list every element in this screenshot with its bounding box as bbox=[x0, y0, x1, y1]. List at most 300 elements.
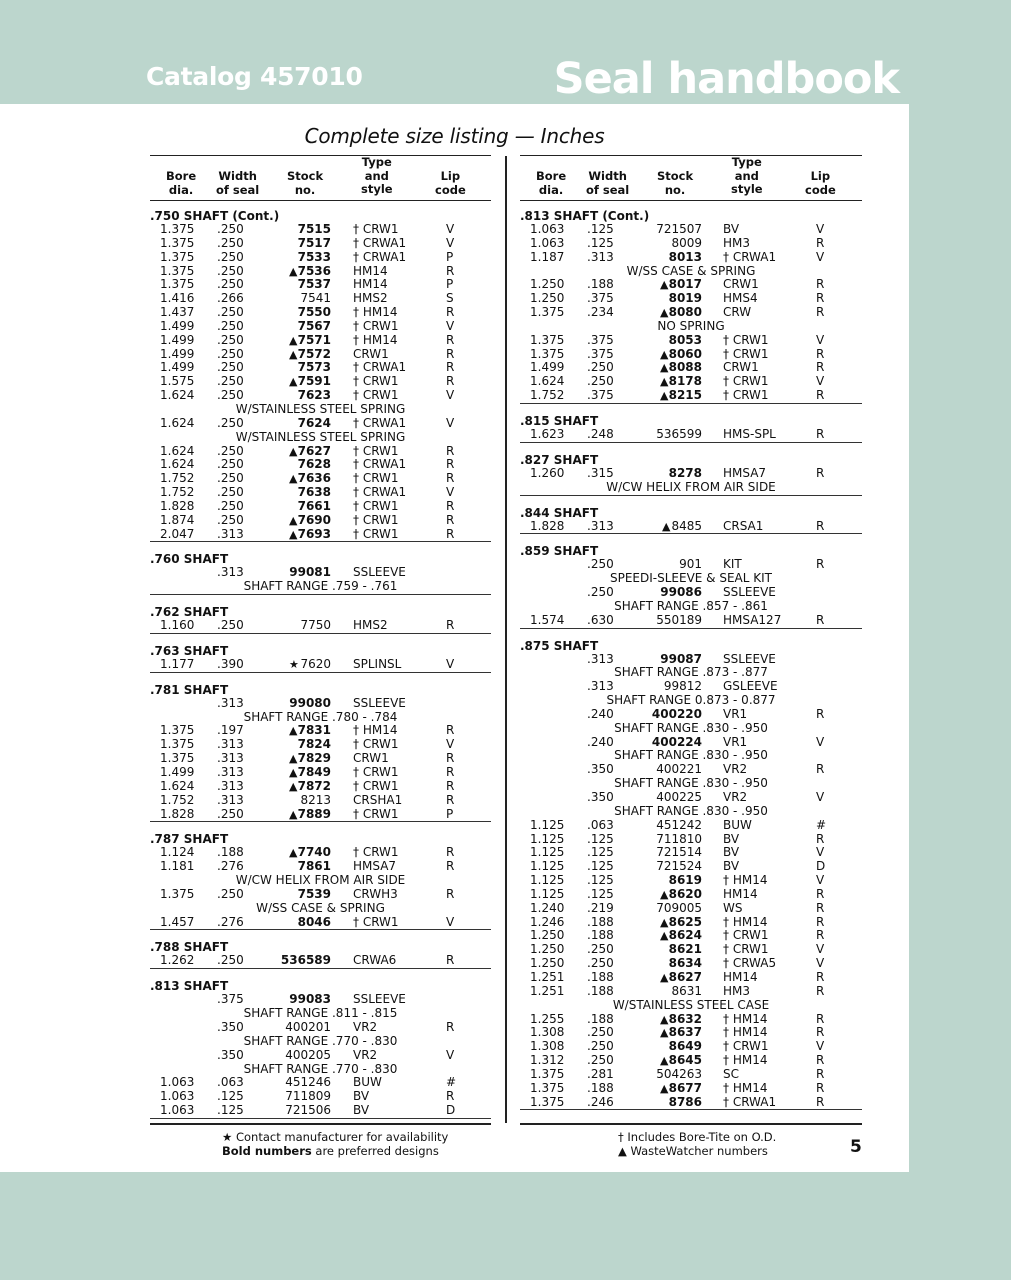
bore-cell: 1.375 bbox=[530, 346, 565, 361]
stock-cell: 7829 bbox=[297, 751, 331, 766]
type-cell: HMS-SPL bbox=[723, 426, 776, 441]
type-cell: BV bbox=[723, 831, 740, 846]
type-cell: CRW1 bbox=[353, 346, 389, 361]
bore-cell: 1.250 bbox=[530, 277, 565, 292]
width-cell: .250 bbox=[217, 806, 244, 821]
table-row bbox=[150, 794, 491, 808]
type-cell: SSLEEVE bbox=[723, 651, 776, 666]
width-cell: .219 bbox=[587, 900, 614, 915]
table-row bbox=[150, 334, 491, 348]
width-cell: .188 bbox=[217, 845, 244, 860]
bore-cell: 1.752 bbox=[160, 471, 195, 486]
bore-cell: 1.574 bbox=[530, 612, 565, 627]
width-cell: .250 bbox=[217, 953, 244, 968]
footnote-contact: ★ Contact manufacturer for availability bbox=[222, 1130, 449, 1144]
width-cell: .188 bbox=[587, 928, 614, 943]
ww-marker: ▲ bbox=[289, 347, 298, 361]
row-note: W/STAINLESS STEEL SPRING bbox=[235, 401, 406, 416]
column-divider bbox=[505, 156, 507, 1123]
type-cell: † CRW1 bbox=[723, 346, 769, 361]
row-note: SHAFT RANGE .830 - .950 bbox=[614, 720, 768, 735]
ww-marker: ▲ bbox=[660, 278, 669, 292]
type-cell: † CRW1 bbox=[723, 942, 769, 957]
width-cell: .188 bbox=[587, 277, 614, 292]
lip-cell: R bbox=[446, 618, 455, 633]
stock-cell: 7533 bbox=[297, 249, 331, 264]
type-cell: † CRW1 bbox=[353, 765, 399, 779]
width-cell: .250 bbox=[217, 498, 244, 513]
ww-marker: ▲ bbox=[660, 915, 669, 929]
row-note: SHAFT RANGE .770 - .830 bbox=[243, 1033, 398, 1048]
table-row bbox=[520, 1013, 862, 1027]
table-row bbox=[150, 223, 491, 237]
lip-cell: R bbox=[446, 778, 455, 793]
type-cell: SSLEEVE bbox=[723, 585, 776, 600]
bore-cell: 1.624 bbox=[160, 443, 195, 458]
table-row bbox=[150, 528, 491, 542]
left-column bbox=[150, 155, 491, 1129]
width-cell: .250 bbox=[217, 388, 244, 403]
table-row bbox=[150, 500, 491, 514]
table-row bbox=[150, 445, 491, 459]
row-note: W/CW HELIX FROM AIR SIDE bbox=[606, 479, 776, 494]
stock-cell: 400224 bbox=[651, 734, 702, 749]
table-row bbox=[520, 860, 862, 874]
row-note: SHAFT RANGE .830 - .950 bbox=[614, 803, 768, 818]
bore-cell: 1.375 bbox=[530, 305, 565, 320]
bore-cell: 1.437 bbox=[160, 305, 195, 320]
bore-cell: 1.177 bbox=[160, 656, 195, 671]
width-cell: .188 bbox=[587, 914, 614, 929]
table-row bbox=[150, 278, 491, 292]
bore-cell: 1.125 bbox=[530, 886, 565, 901]
stock-cell: 8278 bbox=[668, 465, 702, 480]
width-cell: .250 bbox=[587, 1025, 614, 1040]
table-row bbox=[520, 957, 862, 971]
type-cell: † CRW1 bbox=[353, 443, 399, 458]
lip-cell: R bbox=[816, 886, 825, 901]
bore-cell: 1.624 bbox=[160, 388, 195, 403]
bore-cell: 1.308 bbox=[530, 1039, 565, 1054]
stock-cell: 8009 bbox=[671, 235, 702, 250]
stock-cell: 400221 bbox=[656, 762, 702, 777]
stock-cell: 711809 bbox=[285, 1089, 331, 1104]
table-row bbox=[520, 736, 862, 750]
bore-cell: 1.251 bbox=[530, 969, 565, 984]
column-header bbox=[520, 155, 862, 201]
bore-cell: 1.752 bbox=[160, 485, 195, 500]
stock-cell: 7690 bbox=[297, 512, 331, 527]
stock-cell: 8178 bbox=[668, 374, 702, 389]
width-cell: .125 bbox=[587, 886, 614, 901]
width-cell: .313 bbox=[217, 565, 244, 580]
bore-cell: 1.375 bbox=[160, 222, 195, 236]
section-title: .762 SHAFT bbox=[150, 605, 229, 620]
stock-cell: 8485 bbox=[671, 518, 702, 533]
width-cell: .188 bbox=[587, 1080, 614, 1095]
table-row bbox=[520, 763, 862, 777]
lip-cell: R bbox=[446, 723, 455, 738]
shaft-section bbox=[520, 639, 862, 1111]
type-cell: † CRW1 bbox=[353, 498, 399, 513]
type-cell: CRWA6 bbox=[353, 953, 397, 968]
width-cell: .313 bbox=[217, 526, 244, 541]
stock-cell: 8634 bbox=[668, 956, 702, 971]
stock-cell: 8645 bbox=[668, 1053, 702, 1068]
col-bore: Bore dia. bbox=[166, 169, 197, 197]
lip-cell: R bbox=[816, 1011, 825, 1026]
type-cell: HM3 bbox=[723, 983, 751, 998]
lip-cell: V bbox=[816, 1039, 825, 1054]
table-row bbox=[150, 566, 491, 580]
stock-cell: 7572 bbox=[297, 346, 331, 361]
bore-cell: 1.375 bbox=[530, 1094, 565, 1109]
lip-cell: R bbox=[816, 612, 825, 627]
bore-cell: 1.624 bbox=[160, 415, 195, 430]
type-cell: † CRW1 bbox=[353, 778, 399, 793]
stock-cell: 451246 bbox=[285, 1075, 331, 1090]
lip-cell: R bbox=[446, 332, 455, 347]
stock-cell: 8631 bbox=[671, 983, 702, 998]
stock-cell: 8620 bbox=[668, 886, 702, 901]
bore-cell: 1.499 bbox=[160, 360, 195, 375]
width-cell: .250 bbox=[217, 360, 244, 375]
width-cell: .250 bbox=[587, 942, 614, 957]
bottom-rule bbox=[520, 1123, 862, 1125]
type-cell: † HM14 bbox=[353, 723, 398, 738]
width-cell: .250 bbox=[217, 263, 244, 278]
stock-cell: 8621 bbox=[668, 942, 702, 957]
bore-cell: 1.375 bbox=[530, 1080, 565, 1095]
type-cell: HMSA7 bbox=[353, 859, 397, 874]
section-title: .859 SHAFT bbox=[520, 544, 599, 559]
table-row bbox=[520, 428, 862, 442]
table-row bbox=[150, 752, 491, 766]
table-row bbox=[150, 361, 491, 375]
lip-cell: S bbox=[446, 291, 454, 306]
stock-cell: 8053 bbox=[668, 332, 702, 347]
bore-cell: 1.308 bbox=[530, 1025, 565, 1040]
width-cell: .125 bbox=[217, 1089, 244, 1104]
stock-cell: 7861 bbox=[297, 859, 331, 874]
lip-cell: R bbox=[816, 900, 825, 915]
type-cell: † HM14 bbox=[723, 1025, 768, 1040]
stock-cell: 7567 bbox=[297, 318, 331, 333]
stock-cell: 8786 bbox=[668, 1094, 702, 1109]
bore-cell: 1.624 bbox=[530, 374, 565, 389]
stock-cell: 8019 bbox=[668, 291, 702, 306]
table-row bbox=[150, 888, 491, 902]
type-cell: † HM14 bbox=[723, 873, 768, 888]
lip-cell: R bbox=[816, 1080, 825, 1095]
type-cell: WS bbox=[723, 900, 743, 915]
ww-marker: ▲ bbox=[289, 444, 298, 458]
lip-cell: V bbox=[446, 737, 455, 752]
table-row bbox=[520, 1040, 862, 1054]
bore-cell: 1.063 bbox=[160, 1075, 195, 1090]
table-row bbox=[520, 708, 862, 722]
lip-cell: V bbox=[446, 656, 455, 671]
type-cell: VR1 bbox=[723, 706, 748, 721]
table-row bbox=[150, 724, 491, 738]
lip-cell: R bbox=[446, 886, 455, 901]
bore-cell: 1.828 bbox=[160, 806, 195, 821]
type-cell: BUW bbox=[353, 1075, 382, 1090]
table-row bbox=[150, 265, 491, 279]
ww-marker: ▲ bbox=[660, 970, 669, 984]
type-cell: CRWH3 bbox=[353, 886, 398, 901]
lip-cell: V bbox=[816, 222, 825, 236]
lip-cell: V bbox=[446, 235, 455, 250]
stock-cell: 7539 bbox=[297, 886, 331, 901]
bore-cell: 1.874 bbox=[160, 512, 195, 527]
lip-cell: R bbox=[446, 859, 455, 874]
stock-cell: 7636 bbox=[297, 471, 331, 486]
lip-cell: R bbox=[816, 762, 825, 777]
row-note: SHAFT RANGE .759 - .761 bbox=[243, 579, 398, 594]
lip-cell: V bbox=[446, 222, 455, 236]
stock-cell: 8213 bbox=[300, 792, 331, 807]
stock-cell: 8637 bbox=[668, 1025, 702, 1040]
section-title: .763 SHAFT bbox=[150, 643, 229, 658]
bore-cell: 1.063 bbox=[530, 222, 565, 236]
row-note: W/SS CASE & SPRING bbox=[626, 263, 756, 278]
stock-cell: 8649 bbox=[668, 1039, 702, 1054]
table-row bbox=[520, 292, 862, 306]
bore-cell: 1.416 bbox=[160, 291, 195, 306]
row-note: SHAFT RANGE .830 - .950 bbox=[614, 748, 768, 763]
width-cell: .250 bbox=[217, 471, 244, 486]
type-cell: HM14 bbox=[723, 886, 758, 901]
width-cell: .250 bbox=[587, 1039, 614, 1054]
bore-cell: 1.624 bbox=[160, 457, 195, 472]
stock-cell: 8627 bbox=[668, 969, 702, 984]
table-row bbox=[150, 780, 491, 794]
lip-cell: V bbox=[446, 388, 455, 403]
width-cell: .375 bbox=[587, 291, 614, 306]
stock-cell: 7571 bbox=[297, 332, 331, 347]
bore-cell: 2.047 bbox=[160, 526, 195, 541]
type-cell: † CRWA1 bbox=[353, 235, 407, 250]
stock-cell: 7515 bbox=[297, 222, 331, 236]
stock-cell: 99083 bbox=[289, 992, 331, 1007]
stock-cell: 7872 bbox=[297, 778, 331, 793]
lip-cell: R bbox=[446, 845, 455, 860]
ww-marker: ▲ bbox=[289, 807, 298, 821]
lip-cell: R bbox=[446, 792, 455, 807]
table-row bbox=[150, 514, 491, 528]
type-cell: † HM14 bbox=[723, 1011, 768, 1026]
width-cell: .197 bbox=[217, 723, 244, 738]
lip-cell: R bbox=[816, 1053, 825, 1068]
ww-marker: ▲ bbox=[289, 472, 298, 486]
type-cell: CRW1 bbox=[723, 277, 759, 292]
type-cell: SPLINSL bbox=[353, 656, 402, 671]
bore-cell: 1.063 bbox=[160, 1103, 195, 1118]
table-row bbox=[150, 472, 491, 486]
page-title: Complete size listing — Inches bbox=[304, 124, 605, 148]
type-cell: CRW1 bbox=[353, 751, 389, 766]
shaft-section bbox=[150, 832, 491, 930]
ww-marker: ▲ bbox=[660, 389, 669, 403]
type-cell: † CRW1 bbox=[723, 1039, 769, 1054]
table-row bbox=[520, 916, 862, 930]
row-note: SHAFT RANGE .770 - .830 bbox=[243, 1061, 398, 1076]
width-cell: .313 bbox=[217, 751, 244, 766]
section-title: .844 SHAFT bbox=[520, 505, 599, 520]
shaft-section bbox=[520, 414, 862, 443]
type-cell: VR1 bbox=[723, 734, 748, 749]
width-cell: .390 bbox=[217, 656, 244, 671]
lip-cell: R bbox=[816, 360, 825, 375]
type-cell: BV bbox=[723, 222, 740, 236]
table-row bbox=[520, 520, 862, 534]
shaft-section bbox=[150, 209, 491, 542]
row-note: W/STAINLESS STEEL CASE bbox=[612, 997, 770, 1012]
stock-cell: 8017 bbox=[668, 277, 702, 292]
lip-cell: # bbox=[446, 1075, 457, 1090]
stock-cell: 536599 bbox=[656, 426, 702, 441]
footnote-left bbox=[222, 1130, 448, 1158]
ww-marker: ▲ bbox=[289, 752, 298, 766]
width-cell: .313 bbox=[587, 518, 614, 533]
right-column bbox=[520, 155, 862, 1120]
lip-cell: R bbox=[816, 518, 825, 533]
col-lip: Lip code bbox=[435, 169, 466, 197]
table-row bbox=[520, 278, 862, 292]
type-cell: CRW1 bbox=[723, 360, 759, 375]
lip-cell: R bbox=[816, 1094, 825, 1109]
bore-cell: 1.375 bbox=[160, 263, 195, 278]
lip-cell: R bbox=[446, 765, 455, 779]
width-cell: .375 bbox=[587, 388, 614, 403]
table-row bbox=[150, 860, 491, 874]
table-row bbox=[520, 614, 862, 628]
footnote-bore-tite: † Includes Bore-Tite on O.D. bbox=[618, 1130, 777, 1144]
table-row bbox=[520, 791, 862, 805]
width-cell: .246 bbox=[587, 1094, 614, 1109]
lip-cell: V bbox=[816, 332, 825, 347]
type-cell: † CRW1 bbox=[353, 374, 399, 389]
type-cell: † CRWA1 bbox=[353, 360, 407, 375]
row-note: SPEEDI-SLEEVE & SEAL KIT bbox=[609, 571, 773, 586]
width-cell: .350 bbox=[217, 1047, 244, 1062]
row-note: SHAFT RANGE 0.873 - 0.877 bbox=[606, 693, 776, 708]
stock-cell: 7541 bbox=[300, 291, 331, 306]
stock-cell: 400201 bbox=[285, 1019, 331, 1034]
type-cell: BV bbox=[353, 1089, 370, 1104]
lip-cell: V bbox=[816, 873, 825, 888]
width-cell: .350 bbox=[217, 1019, 244, 1034]
width-cell: .375 bbox=[587, 346, 614, 361]
lip-cell: V bbox=[816, 249, 825, 264]
table-row bbox=[150, 1021, 491, 1035]
table-row bbox=[150, 1090, 491, 1104]
bore-cell: 1.063 bbox=[530, 235, 565, 250]
stock-cell: 7627 bbox=[297, 443, 331, 458]
ww-marker: ▲ bbox=[660, 1081, 669, 1095]
lip-cell: R bbox=[446, 360, 455, 375]
table-row bbox=[150, 916, 491, 930]
width-cell: .375 bbox=[587, 332, 614, 347]
listing-right bbox=[520, 201, 862, 1110]
type-cell: † CRW1 bbox=[353, 806, 399, 821]
bore-cell: 1.828 bbox=[530, 518, 565, 533]
lip-cell: V bbox=[816, 845, 825, 860]
type-cell: † CRWA1 bbox=[723, 1094, 777, 1109]
shaft-section bbox=[520, 544, 862, 628]
table-row bbox=[520, 251, 862, 265]
type-cell: BUW bbox=[723, 817, 752, 832]
bore-cell: 1.623 bbox=[530, 426, 565, 441]
width-cell: .630 bbox=[587, 612, 614, 627]
bore-cell: 1.160 bbox=[160, 618, 195, 633]
ww-marker: ▲ bbox=[660, 347, 669, 361]
type-cell: † CRW1 bbox=[723, 332, 769, 347]
handbook-title: Seal handbook bbox=[553, 54, 899, 104]
width-cell: .188 bbox=[587, 1011, 614, 1026]
bore-cell: 1.375 bbox=[530, 1066, 565, 1081]
width-cell: .250 bbox=[587, 585, 614, 600]
lip-cell: R bbox=[446, 443, 455, 458]
bore-cell: 1.375 bbox=[160, 723, 195, 738]
type-cell: † CRWA1 bbox=[353, 249, 407, 264]
stock-cell: 7889 bbox=[297, 806, 331, 821]
col-lip: Lip code bbox=[805, 169, 836, 197]
type-cell: VR2 bbox=[353, 1047, 378, 1062]
width-cell: .250 bbox=[217, 249, 244, 264]
stock-cell: 7591 bbox=[297, 374, 331, 389]
table-row bbox=[520, 985, 862, 999]
width-cell: .188 bbox=[587, 983, 614, 998]
section-title: .787 SHAFT bbox=[150, 832, 229, 847]
width-cell: .313 bbox=[587, 679, 614, 694]
stock-cell: 901 bbox=[679, 557, 702, 572]
width-cell: .313 bbox=[217, 695, 244, 710]
type-cell: † CRWA1 bbox=[353, 485, 407, 500]
width-cell: .313 bbox=[587, 651, 614, 666]
type-cell: † CRWA1 bbox=[723, 249, 777, 264]
lip-cell: R bbox=[816, 557, 825, 572]
lip-cell: R bbox=[816, 291, 825, 306]
table-row bbox=[520, 874, 862, 888]
stock-cell: 8215 bbox=[668, 388, 702, 403]
footnote-right bbox=[618, 1130, 776, 1158]
lip-cell: V bbox=[446, 318, 455, 333]
row-note: W/SS CASE & SPRING bbox=[256, 900, 385, 915]
bore-cell: 1.752 bbox=[160, 792, 195, 807]
type-cell: SSLEEVE bbox=[353, 565, 406, 580]
width-cell: .125 bbox=[587, 235, 614, 250]
lip-cell: R bbox=[446, 471, 455, 486]
table-row bbox=[150, 458, 491, 472]
type-cell: † CRW1 bbox=[353, 914, 399, 929]
stock-cell: 7831 bbox=[297, 723, 331, 738]
table-row bbox=[150, 619, 491, 633]
width-cell: .234 bbox=[587, 305, 614, 320]
stock-cell: 721524 bbox=[656, 859, 702, 874]
section-title: .750 SHAFT (Cont.) bbox=[150, 209, 280, 223]
type-cell: † CRW1 bbox=[353, 526, 399, 541]
lip-cell: R bbox=[816, 706, 825, 721]
bore-cell: 1.246 bbox=[530, 914, 565, 929]
type-cell: † CRW1 bbox=[723, 928, 769, 943]
ww-marker: ▲ bbox=[289, 527, 298, 541]
type-cell: HM14 bbox=[353, 263, 388, 278]
row-note: W/STAINLESS STEEL SPRING bbox=[235, 429, 406, 444]
lip-cell: R bbox=[446, 498, 455, 513]
width-cell: .125 bbox=[217, 1103, 244, 1118]
